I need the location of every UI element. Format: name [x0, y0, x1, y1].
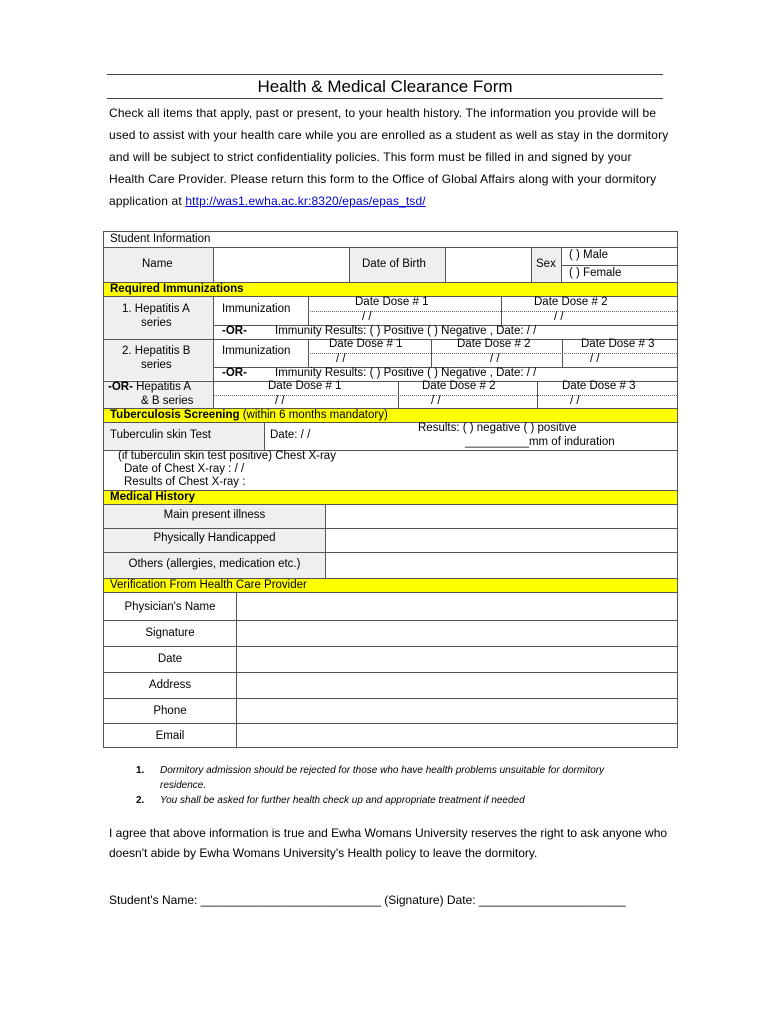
tb-skin-test-date[interactable]: Date: / /: [270, 429, 311, 441]
student-signature-line[interactable]: Student's Name: ___________________________ (Signature) Date: ______________________: [109, 893, 626, 907]
hepAB-dose1-date[interactable]: / /: [275, 395, 285, 407]
verification-header-bar: [104, 578, 677, 593]
immunizations-header-bar: [104, 282, 677, 297]
medical-row-others: Others (allergies, medication etc.): [128, 558, 301, 570]
hepA-label: 1. Hepatitis A: [122, 303, 190, 315]
verification-address: Address: [148, 679, 192, 691]
student-info-header: Student Information: [110, 233, 211, 245]
hepAB-dose2-date[interactable]: / /: [431, 395, 441, 407]
tb-header-sub: (within 6 months mandatory): [239, 409, 388, 421]
hepB-dose3-date[interactable]: / /: [590, 353, 600, 365]
main-illness-field[interactable]: [326, 506, 677, 528]
name-label: Name: [142, 258, 173, 270]
name-field[interactable]: [214, 248, 349, 282]
verification-email: Email: [155, 730, 185, 742]
hepAB-label: [108, 381, 191, 393]
verification-signature: Signature: [145, 627, 195, 639]
others-field[interactable]: [326, 553, 677, 578]
hepB-dose3-label: Date Dose # 3: [581, 338, 655, 350]
hepB-immunization-label: Immunization: [222, 345, 291, 357]
tb-results[interactable]: Results: ( ) negative ( ) positive: [418, 422, 577, 434]
sex-female-option[interactable]: ( ) Female: [569, 267, 622, 279]
tb-skin-test-label: Tuberculin skin Test: [110, 429, 211, 441]
immunizations-header: Required Immunizations: [110, 283, 244, 295]
epas-link[interactable]: http://was1.ewha.ac.kr:8320/epas/epas_tsd/: [185, 194, 426, 208]
hepAB-dose3-date[interactable]: / /: [570, 395, 580, 407]
health-form-table: [103, 231, 678, 748]
medical-row-handicapped: Physically Handicapped: [153, 532, 276, 544]
hepA-dose1-label: Date Dose # 1: [355, 296, 429, 308]
hepA-dose1-date[interactable]: / /: [362, 311, 372, 323]
tb-header-bar: [104, 408, 677, 423]
hepAB-title: Hepatitis A: [132, 381, 192, 393]
hepB-dose1-label: Date Dose # 1: [329, 338, 403, 350]
hepB-immunity-results[interactable]: Immunity Results: ( ) Positive ( ) Negative , Date: / /: [275, 367, 537, 379]
hepB-label: 2. Hepatitis B: [122, 345, 191, 357]
medical-header: Medical History: [110, 491, 195, 503]
hepB-series: series: [141, 359, 172, 371]
dob-label: Date of Birth: [362, 258, 426, 270]
hepAB-dose3-label: Date Dose # 3: [562, 380, 636, 392]
tb-induration[interactable]: __________mm of induration: [465, 436, 615, 448]
tb-if-positive: (if tuberculin skin test positive) Chest X-ray: [118, 450, 336, 462]
hepAB-series: & B series: [141, 395, 194, 407]
tb-xray-date[interactable]: Date of Chest X-ray : / /: [124, 463, 245, 475]
page-title: Health & Medical Clearance Form: [257, 77, 513, 96]
verification-header: Verification From Health Care Provider: [110, 579, 307, 591]
dob-field[interactable]: [446, 248, 531, 282]
hepA-immunity-results[interactable]: Immunity Results: ( ) Positive ( ) Negative , Date: / /: [275, 325, 537, 337]
hepB-dose2-label: Date Dose # 2: [457, 338, 531, 350]
intro-text: Check all items that apply, past or present, to your health history. The information you provide will be used to assist with your health care while you are enrolled as a student as well as stay in the dormitory and will be subject to strict confidentiality policies. This form must be filled in and signed by your Health Care Provider. Please return this form to the Office of Global Affairs along with your dormitory application at: [109, 106, 669, 208]
medical-row-main-illness: Main present illness: [163, 509, 266, 521]
sex-label: Sex: [536, 258, 556, 270]
hepAB-or: -OR-: [108, 381, 133, 393]
handicapped-field[interactable]: [326, 529, 677, 551]
sex-male-option[interactable]: ( ) Male: [569, 249, 608, 261]
tb-xray-results[interactable]: Results of Chest X-ray :: [124, 476, 246, 488]
agreement-text: I agree that above information is true and Ewha Womans University reserves the right to ask anyone who doesn't abide by Ewha Womans University's Health policy to leave the dormitory.: [109, 826, 668, 860]
hepB-or: -OR-: [222, 367, 247, 379]
intro-paragraph: [109, 102, 669, 212]
hepA-immunization-label: Immunization: [222, 303, 291, 315]
verification-date: Date: [157, 653, 183, 665]
hepA-or: -OR-: [222, 325, 247, 337]
medical-header-bar: [104, 490, 677, 505]
hepB-dose1-date[interactable]: / /: [336, 353, 346, 365]
verification-physician-name: Physician's Name: [124, 601, 216, 613]
hepB-dose2-date[interactable]: / /: [490, 353, 500, 365]
title-rule-bottom: [107, 98, 663, 99]
hepA-dose2-date[interactable]: / /: [554, 311, 564, 323]
tb-header: Tuberculosis Screening: [110, 409, 240, 421]
title-rule-top: [107, 74, 663, 75]
hepA-series: series: [141, 317, 172, 329]
hepAB-dose2-label: Date Dose # 2: [422, 380, 496, 392]
hepAB-dose1-label: Date Dose # 1: [268, 380, 342, 392]
hepA-dose2-label: Date Dose # 2: [534, 296, 608, 308]
verification-phone: Phone: [153, 705, 187, 717]
